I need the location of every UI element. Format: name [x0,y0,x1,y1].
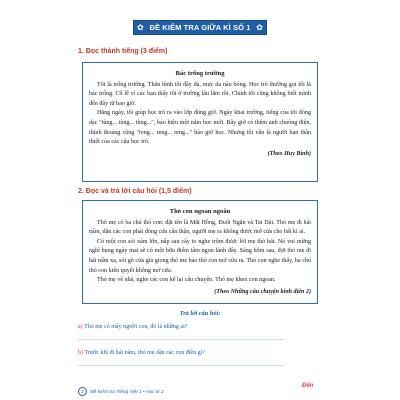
publisher-logo [302,383,326,394]
reading-passage-2 [82,200,318,304]
passage-2-paragraph: Có một con sói xám lớn, nấp sau cây to nghe trộm được lời mẹ thỏ hát. Nó vui mừng nghĩ bụng ngày mai sẽ có một bữa điểm tâm ngon lành đây. Sáng hôm sau, đợi thỏ mẹ đi hái nấm xa, sói gõ cửa giả giọng thỏ mẹ bảo thỏ con mở cửa ra. Thỏ con nghe thấy, ba chú thỏ con kiên quyết không mở cửa. [89,238,311,274]
footer-text: Đề kiểm tra Tiếng Việt 1 • Học kì 2 [90,390,164,395]
answer-line[interactable]: ....................................................................................................... [78,336,284,342]
passage-2-paragraph: Thỏ mẹ có ba chú thỏ con: đặt tên là Mắt Hồng, Đuôi Ngắn và Tai Dài. Thỏ mẹ đi hái nấm, dặn các con phải đóng cửa cẩn thận, người mẹ ra không được mở cửa cho bất kì ai. [89,219,311,236]
section-2-heading [78,188,192,195]
passage-2-source: (Theo Những câu chuyện kinh điển 2) [214,288,311,295]
passage-1-title: Bác trống trường [175,70,225,77]
question-a [78,324,187,330]
page-number: 2 [78,387,87,396]
section-2-points: (1,5 điểm) [158,188,192,195]
passage-1-paragraph: Hằng ngày, tôi giúp học trò ra vào lớp đúng giờ. Ngày khai trường, tiếng của tôi đóng dạc "tùng... tùng... tùng...", báo hiệu một năm học mới. Bây giờ có thêm anh chuông điện, thỉnh thoảng cũng "reng... reng... reng..." báo giờ học. Nhưng tôi vẫn là người bạn thân thiết của các cậu học trò. [89,110,311,146]
answer-line[interactable]: ....................................................................................................... [78,362,284,368]
question-text: Thỏ mẹ có mấy người con, đó là những ai? [84,324,188,330]
flower-icon: ✿ [137,23,144,32]
passage-1-source: (Theo Huy Bình) [267,150,311,157]
publisher-logo-text: Đến [302,383,314,389]
section-1-title: 1. Đọc thành tiếng [78,48,139,55]
exam-title: ĐỀ KIỂM TRA GIỮA KÌ SỐ 1 [149,23,251,32]
exam-title-banner [133,20,267,35]
section-1-points: (3 điểm) [140,48,168,55]
page-footer [78,387,164,396]
question-b [78,350,205,356]
section-2-title: 2. Đọc và trả lời câu hỏi [78,188,157,195]
question-label: b) [78,350,83,356]
passage-2-title: Thỏ con ngoan ngoãn [169,208,231,215]
passage-2-paragraph: Thỏ mẹ về nhà, nghe các con kể lại câu chuyện. Thỏ mẹ khen con ngoan. [97,277,276,284]
reading-passage-1 [82,62,318,182]
section-1-heading [78,48,167,55]
flower-icon: ✿ [256,23,263,32]
answer-section-title: Trả lời câu hỏi: [179,310,221,317]
question-label: a) [78,324,83,330]
question-text: Trước khi đi hái nấm, thỏ mẹ dặn các con điều gì? [84,350,205,356]
passage-1-paragraph: Tôi là trống trường. Thân hình tôi đầy đà, mực da nâu bóng. Học trò thường gọi tôi là bác trống. Cô lễ vì các bạn thấy tôi ở trường lâu lắm rồi. Chính tôi cũng không biết mình đến đây từ bao giờ. [89,81,311,107]
